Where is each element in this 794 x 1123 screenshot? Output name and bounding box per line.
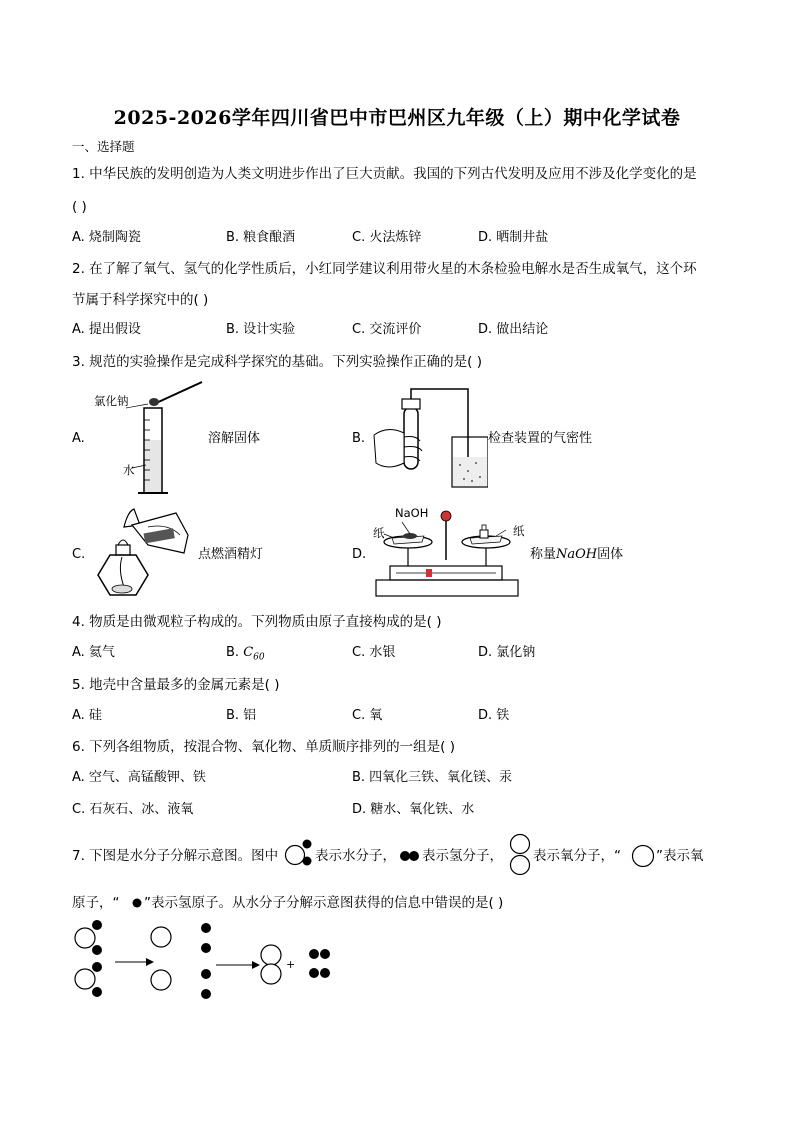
q1-option-a: A. 烧制陶瓷 (72, 230, 141, 245)
q3-option-b-letter: B. (352, 431, 366, 446)
q2-stem-line1: 2. 在了解了氧气、氢气的化学性质后，小红同学建议利用带火星的木条检验电解水是否生成氧气，这个环 (72, 261, 697, 277)
q7-stem-part3: 表示氢分子， (422, 848, 503, 864)
q4-stem: 4. 物质是由微观粒子构成的。下列物质由原子直接构成的是( ) (72, 614, 442, 630)
hydrogen-atom-icon (130, 896, 144, 910)
plus-sign: + (286, 958, 296, 971)
q3-option-a-letter: A. (72, 431, 85, 446)
exam-title: 2025-2026学年四川省巴中市巴州区九年级（上）期中化学试卷 (113, 107, 681, 129)
q7-stem-part5: ”表示氧 (656, 848, 704, 864)
q7-stem-line2-a: 原子，“ (72, 895, 120, 911)
q6-stem: 6. 下列各组物质，按混合物、氧化物、单质顺序排列的一组是( ) (72, 739, 455, 755)
q1-stem-line2: ( ) (72, 199, 87, 215)
q3-stem: 3. 规范的实验操作是完成科学探究的基础。下列实验操作正确的是( ) (72, 354, 482, 370)
label-water: 水 (123, 463, 135, 477)
hydrogen-molecule-icon (399, 849, 421, 863)
q2-option-a: A. 提出假设 (72, 322, 141, 337)
q2-option-b: B. 设计实验 (226, 322, 296, 337)
q1-option-b: B. 粮食酿酒 (226, 230, 296, 245)
q7-stem-part4: 表示氧分子，“ (533, 848, 621, 864)
q1-option-c: C. 火法炼锌 (352, 230, 422, 245)
q5-stem: 5. 地壳中含量最多的金属元素是( ) (72, 677, 280, 693)
oxygen-molecule-icon (508, 833, 532, 877)
label-sodium-chloride: 氯化钠 (94, 394, 129, 408)
q7-stem-line2-b: ”表示氢原子。从水分子分解示意图获得的信息中错误的是( ) (144, 895, 504, 911)
q4-option-c: C. 水银 (352, 645, 396, 660)
water-decomposition-diagram (66, 918, 346, 1006)
q7-stem-part1: 7. 下图是水分子分解示意图。图中 (72, 848, 279, 864)
q3-option-c-letter: C. (72, 547, 86, 562)
q3-option-a-caption: 溶解固体 (208, 431, 261, 446)
q2-stem-line2: 节属于科学探究中的( ) (72, 292, 209, 308)
balance-figure (368, 500, 528, 605)
q1-option-d: D. 晒制井盐 (478, 230, 549, 245)
q3-option-b-caption: 检查装置的气密性 (488, 431, 593, 446)
q7-stem-part2: 表示水分子， (315, 848, 396, 864)
q3-option-d-letter: D. (352, 547, 367, 562)
q3-option-c-caption: 点燃酒精灯 (198, 547, 264, 562)
section-heading: 一、选择题 (72, 139, 135, 154)
q5-option-c: C. 氧 (352, 708, 383, 723)
oxygen-atom-icon (630, 843, 656, 869)
q6-option-a: A. 空气、高锰酸钾、铁 (72, 770, 206, 785)
airtightness-check-figure (368, 385, 488, 495)
label-naoh: NaOH (395, 506, 429, 520)
q2-option-d: D. 做出结论 (478, 322, 549, 337)
q1-stem-line1: 1. 中华民族的发明创造为人类文明进步作出了巨大贡献。我国的下列古代发明及应用不涉及化学变化的是 (72, 166, 697, 182)
q6-option-d: D. 糖水、氧化铁、水 (352, 802, 475, 817)
alcohol-lamp-figure (88, 505, 198, 600)
label-paper-right: 纸 (513, 524, 525, 538)
q2-option-c: C. 交流评价 (352, 322, 422, 337)
q4-option-d: D. 氯化钠 (478, 645, 536, 660)
q5-option-a: A. 硅 (72, 708, 102, 723)
q5-option-b: B. 铝 (226, 708, 257, 723)
q5-option-d: D. 铁 (478, 708, 510, 723)
q4-option-b: B. $C_{60}$ (226, 645, 265, 663)
q6-option-b: B. 四氧化三铁、氧化镁、汞 (352, 770, 513, 785)
q6-option-c: C. 石灰石、冰、液氧 (72, 802, 194, 817)
q3-option-d-caption: 称量NaOH固体 (530, 547, 624, 562)
label-paper-left: 纸 (373, 526, 385, 540)
water-molecule-icon (283, 836, 315, 868)
q4-option-a: A. 氦气 (72, 645, 115, 660)
